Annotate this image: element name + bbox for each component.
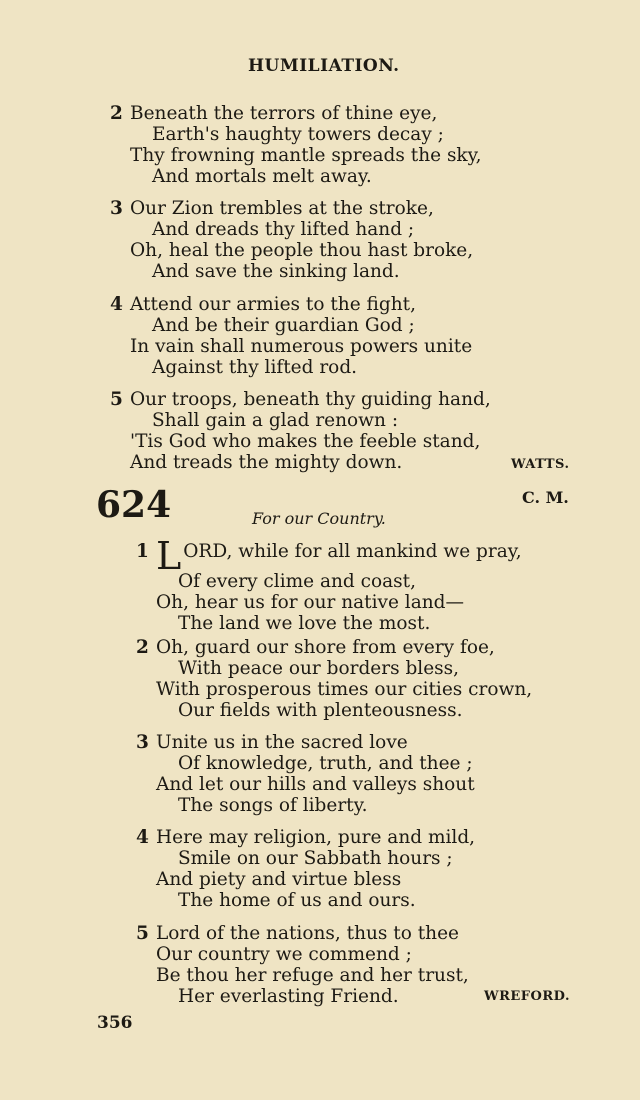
verse-line: Beneath the terrors of thine eye,: [130, 103, 438, 124]
stanza-number: 3: [110, 198, 123, 219]
prev-stanza-3: [110, 198, 473, 282]
running-head: HUMILIATION.: [248, 56, 400, 76]
verse-line: Unite us in the sacred love: [156, 732, 408, 753]
stanza-number: 4: [136, 827, 149, 848]
verse-line: Shall gain a glad renown :: [152, 410, 399, 431]
verse-line: In vain shall numerous powers unite: [130, 336, 473, 357]
verse-line: Our fields with plenteousness.: [178, 700, 463, 721]
stanza-1: [136, 534, 522, 634]
verse-line: And let our hills and valleys shout: [156, 774, 475, 795]
prev-stanza-2: [110, 103, 482, 187]
verse-line: Her everlasting Friend.: [178, 986, 399, 1007]
hymn-meter: C. M.: [522, 488, 569, 507]
verse-line: Oh, guard our shore from every foe,: [156, 637, 495, 658]
verse-line: And piety and virtue bless: [156, 869, 402, 890]
verse-line: The land we love the most.: [178, 613, 431, 634]
verse-line: And save the sinking land.: [152, 261, 400, 282]
stanza-3: [136, 732, 475, 816]
verse-line: The home of us and ours.: [178, 890, 416, 911]
author-attribution: WATTS.: [511, 457, 570, 472]
verse-line: Oh, hear us for our native land—: [156, 592, 465, 613]
verse-line: Against thy lifted rod.: [152, 357, 358, 378]
verse-line: Lord of the nations, thus to thee: [156, 923, 459, 944]
verse-line: Our troops, beneath thy guiding hand,: [130, 389, 491, 410]
verse-line: Of every clime and coast,: [178, 571, 416, 592]
verse-line: Here may religion, pure and mild,: [156, 827, 476, 848]
stanza-number: 2: [110, 103, 123, 124]
prev-stanza-4: [110, 294, 472, 378]
verse-line: And mortals melt away.: [152, 166, 372, 187]
stanza-4: [136, 827, 475, 911]
page-number: 356: [97, 1013, 133, 1033]
verse-line: Be thou her refuge and her trust,: [156, 965, 469, 986]
verse-line: Attend our armies to the fight,: [130, 294, 416, 315]
stanza-number: 1: [136, 541, 149, 562]
verse-line: And be their guardian God ;: [152, 315, 415, 336]
verse-line: And dreads thy lifted hand ;: [152, 219, 415, 240]
prev-stanza-5: [110, 389, 491, 473]
hymn-title: For our Country.: [252, 509, 386, 528]
verse-line: Our Zion trembles at the stroke,: [130, 198, 434, 219]
stanza-number: 4: [110, 294, 123, 315]
verse-line: The songs of liberty.: [178, 795, 368, 816]
verse-line: And treads the mighty down.: [130, 452, 403, 473]
stanza-number: 2: [136, 637, 149, 658]
stanza-5: [136, 923, 469, 1007]
verse-line: Our country we commend ;: [156, 944, 412, 965]
verse-line: With peace our borders bless,: [178, 658, 460, 679]
verse-line: Of knowledge, truth, and thee ;: [178, 753, 473, 774]
verse-line: 'Tis God who makes the feeble stand,: [130, 431, 481, 452]
stanza-number: 3: [136, 732, 149, 753]
verse-line: With prosperous times our cities crown,: [156, 679, 533, 700]
verse-line: Earth's haughty towers decay ;: [152, 124, 444, 145]
stanza-number: 5: [110, 389, 123, 410]
verse-line: Oh, heal the people thou hast broke,: [130, 240, 474, 261]
author-attribution: WREFORD.: [484, 989, 571, 1004]
drop-cap: L: [156, 534, 182, 578]
stanza-2: [136, 637, 532, 721]
verse-line: Thy frowning mantle spreads the sky,: [130, 145, 482, 166]
hymn-number: 624: [96, 484, 172, 526]
verse-line: Smile on our Sabbath hours ;: [178, 848, 453, 869]
verse-line: ORD, while for all mankind we pray,: [183, 541, 522, 562]
stanza-number: 5: [136, 923, 149, 944]
